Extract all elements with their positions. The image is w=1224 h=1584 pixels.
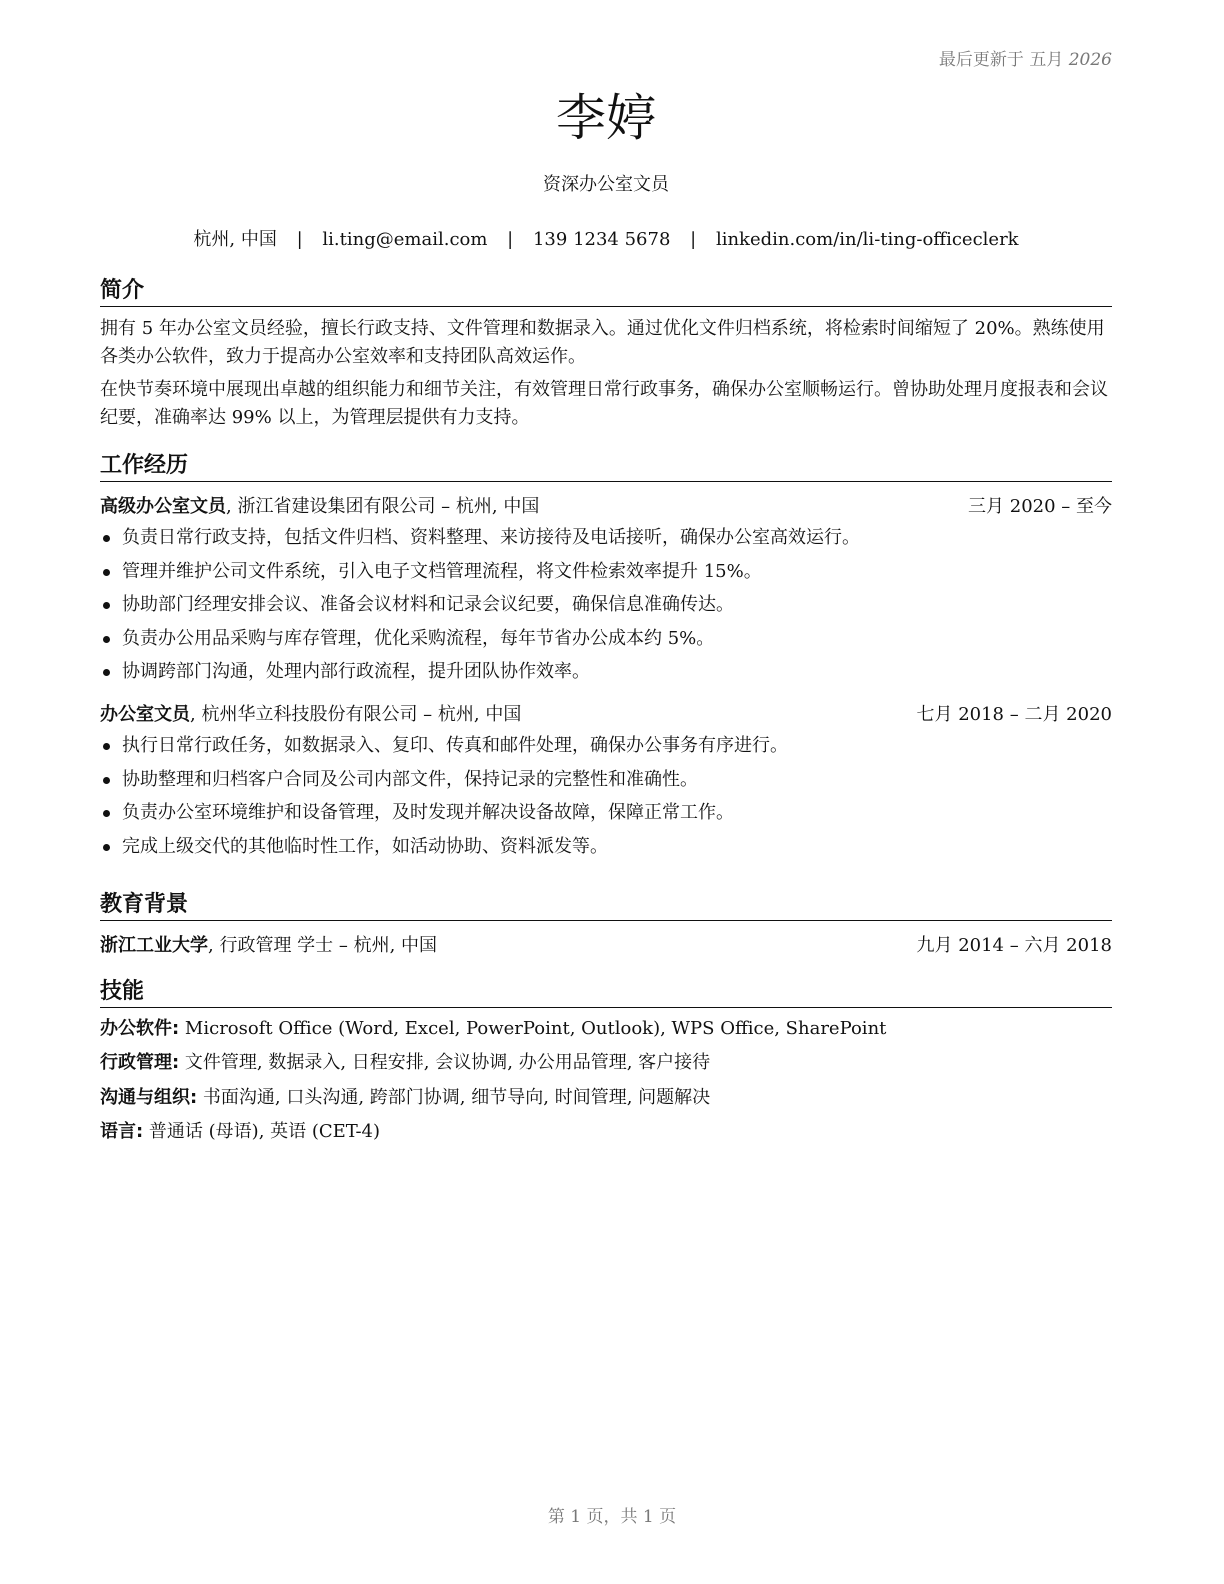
candidate-name: 李婷: [556, 89, 656, 147]
bullet-dot: [103, 602, 110, 609]
bullet-item: [100, 591, 1112, 619]
bullet-text: 负责办公室环境维护和设备管理，及时发现并解决设备故障，保障正常工作。: [122, 802, 734, 823]
skill-row: [100, 1049, 1112, 1077]
bullet-dot: [103, 535, 110, 542]
bullet-item: [100, 524, 1112, 552]
contact-phone: 139 1234 5678: [532, 229, 671, 250]
education-dates: 九月 2014 – 六月 2018: [916, 935, 1112, 956]
bullet-item: [100, 558, 1112, 586]
education-school: 浙江工业大学: [100, 935, 208, 956]
skill-label: 办公软件:: [100, 1017, 180, 1039]
skill-value: Microsoft Office (Word, Excel, PowerPoint, Outlook), WPS Office, SharePoint: [179, 1017, 887, 1039]
contact-line: [100, 225, 1112, 251]
bullet-dot: [103, 743, 110, 750]
bullet-item: [100, 833, 1112, 861]
contact-linkedin[interactable]: linkedin.com/in/li-ting-officeclerk: [715, 229, 1019, 250]
summary-heading: 简介: [100, 276, 1112, 307]
bullet-dot: [103, 636, 110, 643]
skill-row: [100, 1015, 1112, 1043]
bullet-dot: [103, 569, 110, 576]
bullet-item: [100, 732, 1112, 760]
candidate-title: 资深办公室文员: [543, 174, 669, 195]
bullet-dot: [103, 844, 110, 851]
page-number: 第 1 页，共 1 页: [547, 1507, 677, 1527]
job-org: , 浙江省建设集团有限公司 – 杭州, 中国: [226, 496, 540, 517]
education-heading: 教育背景: [100, 890, 1112, 921]
skills-heading: 技能: [100, 977, 1112, 1008]
bullet-text: 负责日常行政支持，包括文件归档、资料整理、来访接待及电话接听，确保办公室高效运行。: [122, 527, 860, 548]
skill-label: 沟通与组织:: [100, 1086, 198, 1108]
bullet-text: 完成上级交代的其他临时性工作，如活动协助、资料派发等。: [122, 835, 608, 857]
last-updated: [939, 45, 1112, 70]
bullet-text: 协助整理和归档客户合同及公司内部文件，保持记录的完整性和准确性。: [122, 768, 698, 790]
last-updated-year: 2026: [1068, 50, 1112, 70]
last-updated-prefix: 最后更新于 五月: [938, 50, 1064, 70]
job-header: [100, 493, 1112, 521]
contact-separator: |: [690, 229, 697, 250]
contact-email[interactable]: li.ting@email.com: [322, 229, 488, 250]
skill-value: 普通话 (母语), 英语 (CET-4): [143, 1121, 381, 1142]
skill-row: [100, 1084, 1112, 1112]
bullet-text: 执行日常行政任务，如数据录入、复印、传真和邮件处理，确保办公事务有序进行。: [122, 735, 788, 756]
bullet-dot: [103, 669, 110, 676]
bullet-text: 协助部门经理安排会议、准备会议材料和记录会议纪要，确保信息准确传达。: [122, 594, 734, 615]
job-dates: 七月 2018 – 二月 2020: [916, 704, 1112, 725]
bullet-text: 负责办公用品采购与库存管理，优化采购流程，每年节省办公成本约 5%。: [122, 627, 715, 649]
summary-paragraph: 拥有 5 年办公室文员经验，擅长行政支持、文件管理和数据录入。通过优化文件归档系统，将检索时间缩短了 20%。熟练使用各类办公软件，致力于提高办公室效率和支持团队高效运作。: [100, 318, 1105, 367]
bullet-item: [100, 766, 1112, 794]
contact-location: 杭州, 中国: [193, 229, 277, 250]
job-dates: 三月 2020 – 至今: [968, 496, 1112, 517]
skill-label: 语言:: [100, 1121, 144, 1142]
education-school-detail: [100, 932, 437, 960]
education-detail: , 行政管理 学士 – 杭州, 中国: [208, 935, 438, 956]
job-header: [100, 701, 1112, 729]
contact-separator: |: [507, 229, 514, 250]
resume-page: [100, 0, 1112, 1584]
job-bullets: [100, 524, 1112, 686]
job-title-org: [100, 493, 539, 521]
skill-value: 书面沟通, 口头沟通, 跨部门协调, 细节导向, 时间管理, 问题解决: [197, 1086, 711, 1108]
bullet-text: 协调跨部门沟通，处理内部行政流程，提升团队协作效率。: [122, 661, 590, 682]
bullet-dot: [103, 777, 110, 784]
bullet-item: [100, 658, 1112, 686]
job-role: 高级办公室文员: [100, 496, 226, 517]
bullet-item: [100, 625, 1112, 653]
skills-section: [100, 977, 1112, 1146]
job-title-org: [100, 701, 521, 729]
skill-value: 文件管理, 数据录入, 日程安排, 会议协调, 办公用品管理, 客户接待: [179, 1052, 711, 1073]
job-role: 办公室文员: [100, 704, 190, 725]
bullet-item: [100, 799, 1112, 827]
bullet-text: 管理并维护公司文件系统，引入电子文档管理流程，将文件检索效率提升 15%。: [122, 560, 762, 582]
summary-paragraph: 在快节奏环境中展现出卓越的组织能力和细节关注，有效管理日常行政事务，确保办公室顺畅运行。曾协助处理月度报表和会议纪要，准确率达 99% 以上，为管理层提供有力支持。: [100, 379, 1108, 428]
bullet-dot: [103, 810, 110, 817]
contact-separator: |: [296, 229, 303, 250]
job-bullets: [100, 732, 1112, 861]
experience-heading: 工作经历: [100, 451, 1112, 482]
summary-section: [100, 276, 1112, 432]
education-section: [100, 890, 1112, 960]
education-entry: [100, 932, 1112, 960]
skill-label: 行政管理:: [100, 1052, 180, 1073]
experience-section: [100, 451, 1112, 866]
job-org: , 杭州华立科技股份有限公司 – 杭州, 中国: [190, 704, 522, 725]
skill-row: [100, 1118, 1112, 1146]
